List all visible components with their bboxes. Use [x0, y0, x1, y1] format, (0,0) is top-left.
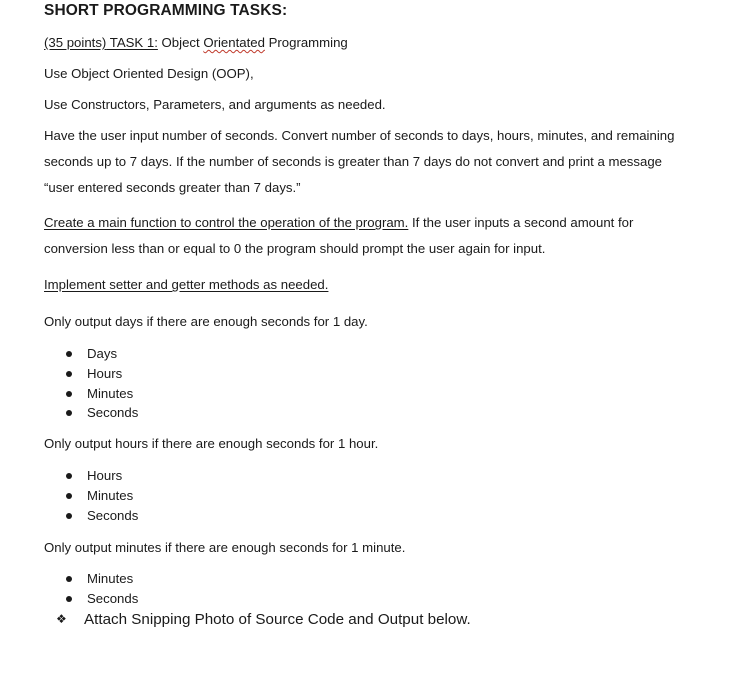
task-points: (35 points): [44, 35, 107, 50]
section-heading: SHORT PROGRAMMING TASKS:: [44, 2, 288, 19]
attach-instruction: [56, 611, 471, 628]
hours-bullet-list: [66, 466, 138, 525]
list-item: Hours: [66, 466, 138, 486]
list-item: Days: [66, 344, 138, 364]
task-title: [44, 35, 348, 50]
task-object-word: Object: [161, 35, 200, 50]
main-function-rest: If the user inputs a second amount for: [408, 215, 634, 230]
only-minutes-line: Only output minutes if there are enough seconds for 1 minute.: [44, 540, 406, 555]
instructions-line-2: seconds up to 7 days. If the number of seconds is greater than 7 days do not convert and print a message: [44, 154, 662, 169]
list-item: Minutes: [66, 486, 138, 506]
list-item: Minutes: [66, 569, 138, 589]
only-days-line: Only output days if there are enough seconds for 1 day.: [44, 314, 368, 329]
instructions-line-1: Have the user input number of seconds. Convert number of seconds to days, hours, minutes, and remaining: [44, 128, 675, 143]
oop-line: Use Object Oriented Design (OOP),: [44, 66, 254, 81]
days-bullet-list: [66, 344, 138, 423]
only-hours-line: Only output hours if there are enough seconds for 1 hour.: [44, 436, 379, 451]
attach-text: Attach Snipping Photo of Source Code and Output below.: [84, 611, 471, 628]
bullet-icon: [66, 351, 72, 357]
setter-getter-line: Implement setter and getter methods as needed.: [44, 277, 329, 292]
constructors-line: Use Constructors, Parameters, and arguments as needed.: [44, 97, 386, 112]
list-item: Seconds: [66, 403, 138, 423]
list-item: Seconds: [66, 589, 138, 609]
instructions-line-3: “user entered seconds greater than 7 days.”: [44, 180, 301, 195]
task-programming-word: Programming: [264, 35, 348, 50]
task-label: TASK 1:: [106, 35, 158, 50]
bullet-icon: [66, 371, 72, 377]
main-function-underlined: Create a main function to control the operation of the program.: [44, 215, 409, 230]
bullet-icon: [66, 473, 72, 479]
list-item: Hours: [66, 364, 138, 384]
bullet-icon: [66, 493, 72, 499]
main-function-line: [44, 215, 633, 230]
bullet-icon: [66, 596, 72, 602]
main-function-line-2: conversion less than or equal to 0 the program should prompt the user again for input.: [44, 241, 546, 256]
spellcheck-flagged-word: Orientated: [203, 35, 265, 50]
bullet-icon: [66, 576, 72, 582]
bullet-icon: [66, 391, 72, 397]
minutes-bullet-list: [66, 569, 138, 609]
bullet-icon: [66, 410, 72, 416]
four-diamond-bullet-icon: ❖: [56, 612, 67, 626]
bullet-icon: [66, 513, 72, 519]
list-item: Seconds: [66, 506, 138, 526]
list-item: Minutes: [66, 384, 138, 404]
